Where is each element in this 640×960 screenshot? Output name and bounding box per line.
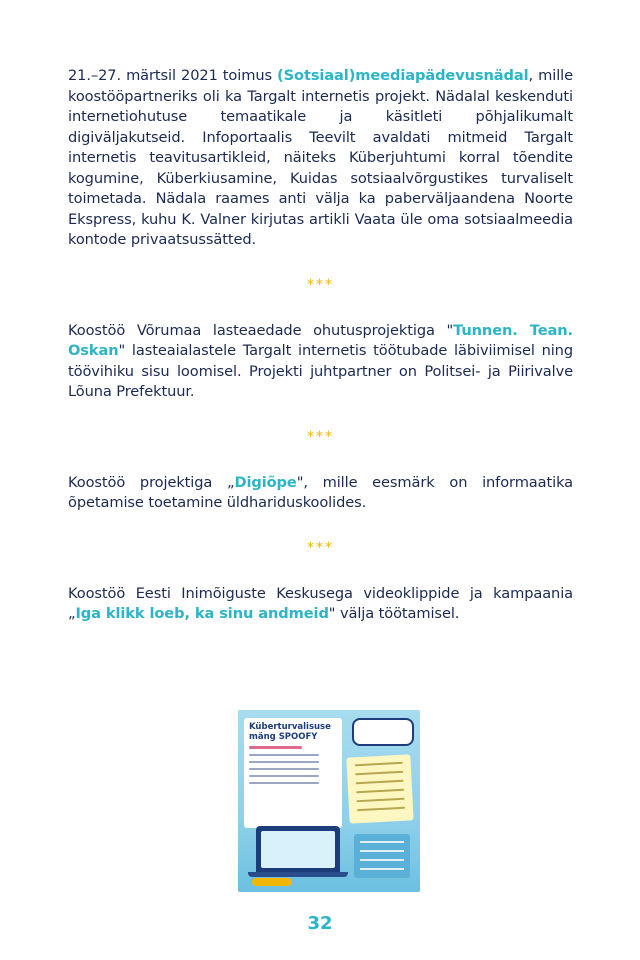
poster-title: Küberturvalisuse mäng SPOOFY [249,722,331,742]
page-number: 32 [307,913,333,934]
paragraph-media-week [68,66,573,251]
separator-stars: *** [307,276,334,293]
paragraph-text: ", mille eesmärk on informaatika õpetamise toetamine üldhariduskoolides. [68,473,574,511]
spoofy-game-poster-image [238,710,420,892]
poster-side-panel [354,834,410,878]
paragraph-text: 21.–27. märtsil 2021 toimus [68,67,278,84]
poster-speech-bubble [352,718,414,746]
paragraph-human-rights [68,584,573,625]
separator-stars: *** [307,428,334,445]
separator-stars: *** [307,539,334,556]
paragraph-voru-project [68,321,573,403]
paragraph-text: " välja töötamisel. [328,605,460,622]
poster-laptop-base [248,872,348,877]
digiope-link[interactable]: Digiõpe [234,473,297,491]
poster-line [249,782,319,784]
paragraph-text: , mille koostööpartneriks oli ka Targalt internetis projekt. Nädalal keskenduti internetiohutuse temaatikale ja käsitleti põhjalikumalt digiväljakutseid. Infoportaalis Teevilt avaldati mitmeid Targalt internetis teavitusartikleid, näiteks Küberjuhtumi korral tõendite kogumine, Küberkiusamine, Kuidas sotsiaalvõrgustikes turvaliselt toimetada. Nädala raames anti välja ka paberväljaandena Noorte Ekspress, kuhu K. Valner kirjutas artikli Vaata üle oma sotsiaalmeedia kontode privaatsussätted. [68,67,573,248]
paragraph-text: Koostöö projektiga „ [68,473,235,491]
paragraph-text: " lasteaialastele Targalt internetis töötubade läbiviimisel ning töövihiku sisu loomisel. Projekti juhtpartner on Politsei- ja Piirivalve Lõuna Prefektuur. [68,342,573,400]
poster-laptop-icon [256,826,340,872]
paragraph-text: Koostöö Eesti Inimõiguste Keskusega videoklippide ja kampaania „ [68,584,573,622]
paragraph-digiope [68,473,573,514]
iga-klikk-loeb-link[interactable]: Iga klikk loeb, ka sinu andmeid [75,605,329,622]
poster-logo [252,878,292,886]
tunnen-tean-oskan-link[interactable]: Tunnen. Tean. Oskan [68,321,573,359]
poster-line [249,754,319,756]
poster-line [249,746,302,749]
poster-line [249,768,319,770]
poster-sticky-note [346,754,413,823]
poster-line [249,775,319,777]
poster-line [249,761,319,763]
page-content [68,66,573,625]
media-week-link[interactable]: (Sotsiaal)meediapädevusnädal [277,67,529,84]
paragraph-text: Koostöö Võrumaa lasteaedade ohutusprojektiga " [68,321,454,339]
poster-info-card [244,718,342,828]
